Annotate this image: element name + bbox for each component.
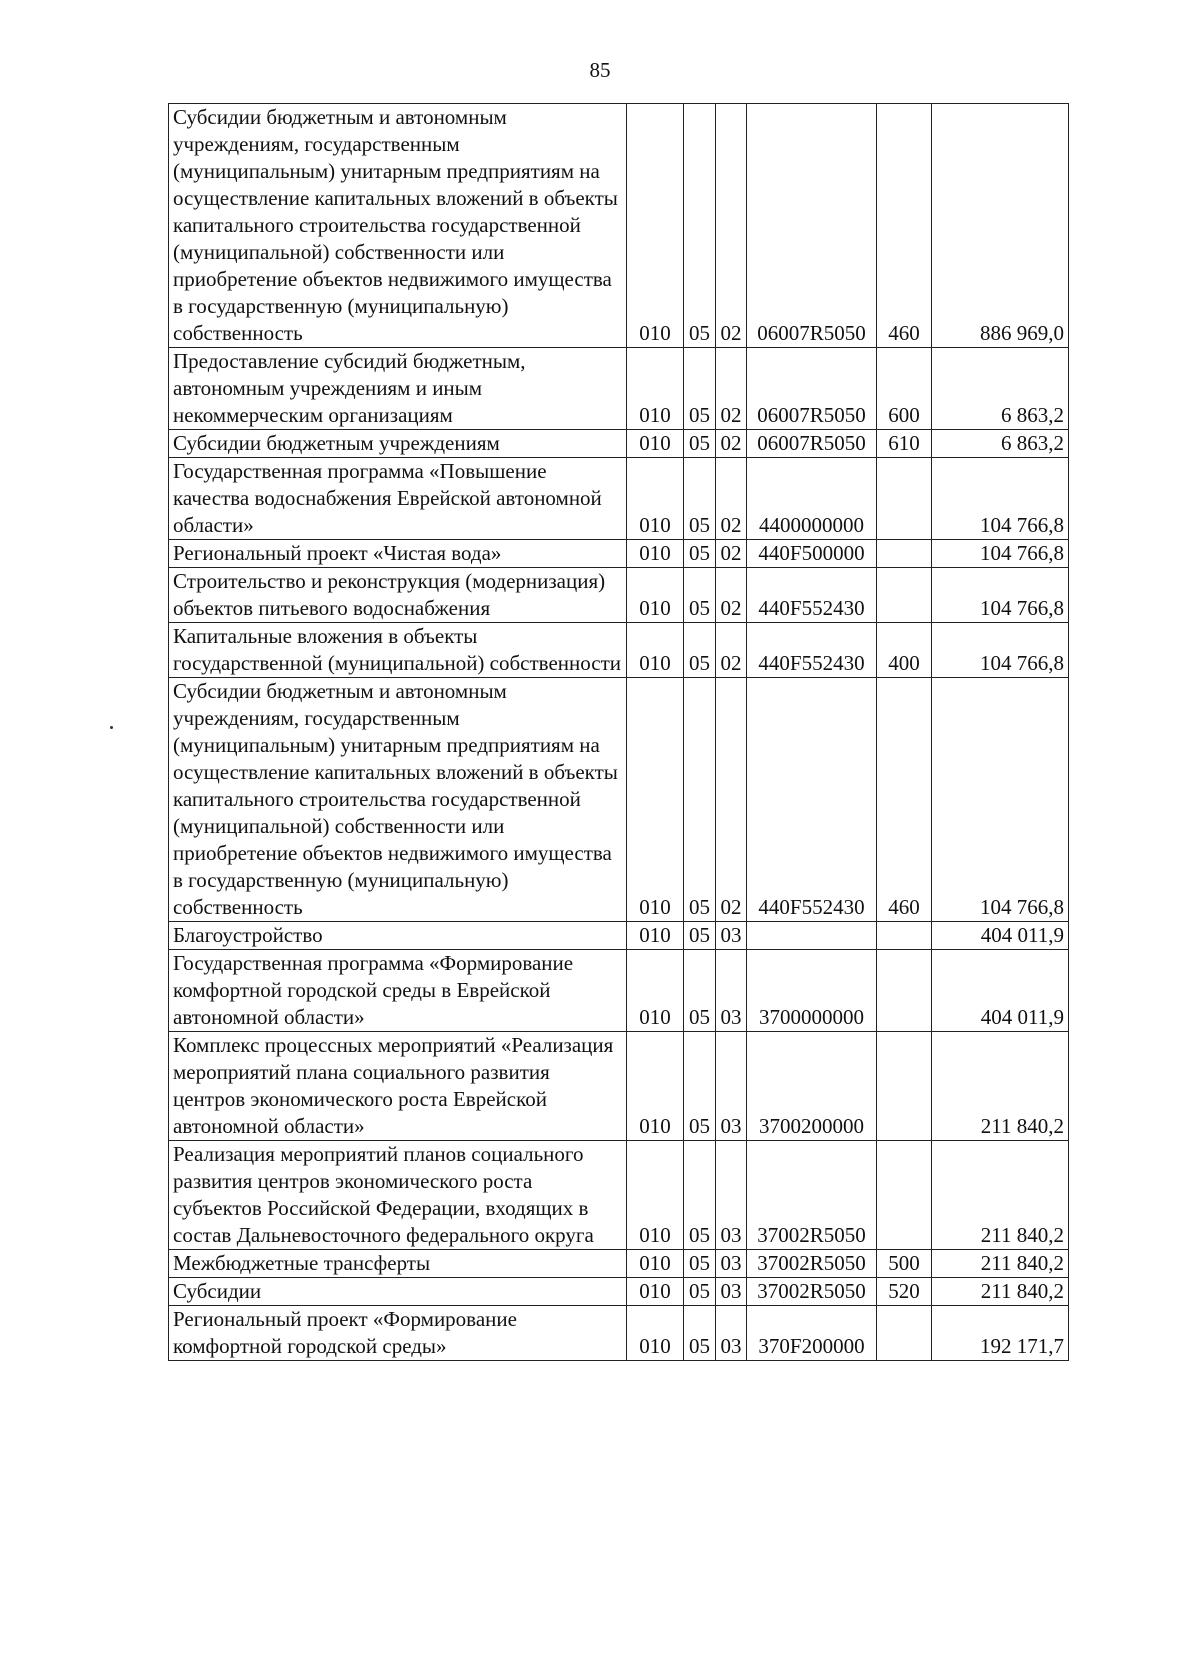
row-amount: 104 766,8 (932, 623, 1069, 678)
table-row (169, 678, 1069, 922)
row-amount: 6 863,2 (932, 348, 1069, 430)
row-subsection-code: 02 (716, 540, 747, 568)
row-ministry-code: 010 (627, 458, 684, 540)
row-subsection-code: 03 (716, 1032, 747, 1141)
table-row (169, 348, 1069, 430)
row-target-code: 370F200000 (747, 1306, 877, 1361)
table-row (169, 1278, 1069, 1306)
row-subsection-code: 03 (716, 1141, 747, 1250)
row-section-code: 05 (684, 1250, 716, 1278)
row-amount: 404 011,9 (932, 922, 1069, 950)
row-amount: 104 766,8 (932, 540, 1069, 568)
row-amount: 211 840,2 (932, 1278, 1069, 1306)
row-amount: 104 766,8 (932, 568, 1069, 623)
row-name: Государственная программа «Повышение качества водоснабжения Еврейской автономной области» (169, 458, 627, 540)
row-name: Благоустройство (169, 922, 627, 950)
row-target-code: 440F552430 (747, 678, 877, 922)
row-target-code: 440F552430 (747, 568, 877, 623)
row-target-code: 37002R5050 (747, 1250, 877, 1278)
row-name: Государственная программа «Формирование комфортной городской среды в Еврейской автономной области» (169, 950, 627, 1032)
row-section-code: 05 (684, 1141, 716, 1250)
page-number: 85 (589, 58, 611, 82)
row-subsection-code: 03 (716, 1306, 747, 1361)
row-section-code: 05 (684, 1278, 716, 1306)
row-target-code: 37002R5050 (747, 1141, 877, 1250)
row-subsection-code: 02 (716, 678, 747, 922)
row-subsection-code: 03 (716, 950, 747, 1032)
row-subsection-code: 02 (716, 623, 747, 678)
budget-table (168, 103, 1069, 1361)
table-row (169, 1306, 1069, 1361)
row-ministry-code: 010 (627, 678, 684, 922)
budget-table-body (169, 104, 1069, 1361)
row-ministry-code: 010 (627, 1306, 684, 1361)
row-ministry-code: 010 (627, 104, 684, 348)
row-name: Субсидии (169, 1278, 627, 1306)
table-row (169, 950, 1069, 1032)
row-section-code: 05 (684, 922, 716, 950)
row-expense-type: 610 (877, 430, 932, 458)
row-subsection-code: 03 (716, 1250, 747, 1278)
row-target-code: 06007R5050 (747, 430, 877, 458)
row-section-code: 05 (684, 104, 716, 348)
row-target-code (747, 922, 877, 950)
row-amount: 104 766,8 (932, 458, 1069, 540)
row-expense-type (877, 922, 932, 950)
row-target-code: 06007R5050 (747, 104, 877, 348)
row-amount: 104 766,8 (932, 678, 1069, 922)
row-target-code: 3700200000 (747, 1032, 877, 1141)
row-name: Региональный проект «Чистая вода» (169, 540, 627, 568)
row-name: Реализация мероприятий планов социального развития центров экономического роста субъектов Российской Федерации, входящих в состав Дальневосточного федерального округа (169, 1141, 627, 1250)
row-target-code: 4400000000 (747, 458, 877, 540)
row-expense-type: 460 (877, 678, 932, 922)
row-target-code: 440F552430 (747, 623, 877, 678)
row-ministry-code: 010 (627, 922, 684, 950)
row-expense-type: 400 (877, 623, 932, 678)
row-ministry-code: 010 (627, 430, 684, 458)
row-ministry-code: 010 (627, 348, 684, 430)
row-target-code: 06007R5050 (747, 348, 877, 430)
row-subsection-code: 02 (716, 430, 747, 458)
table-row (169, 540, 1069, 568)
row-expense-type (877, 950, 932, 1032)
row-section-code: 05 (684, 678, 716, 922)
row-expense-type (877, 458, 932, 540)
row-expense-type (877, 568, 932, 623)
row-expense-type: 520 (877, 1278, 932, 1306)
row-expense-type (877, 1306, 932, 1361)
row-amount: 404 011,9 (932, 950, 1069, 1032)
row-amount: 211 840,2 (932, 1032, 1069, 1141)
row-ministry-code: 010 (627, 540, 684, 568)
row-amount: 6 863,2 (932, 430, 1069, 458)
row-section-code: 05 (684, 458, 716, 540)
row-section-code: 05 (684, 623, 716, 678)
row-expense-type: 500 (877, 1250, 932, 1278)
row-name: Субсидии бюджетным и автономным учреждениям, государственным (муниципальным) унитарным предприятиям на осуществление капитальных вложений в объекты капитального строительства государственной (муниципальной) собственности или приобретение объектов недвижимого имущества в государственную (муниципальную) собственность (169, 678, 627, 922)
row-name: Предоставление субсидий бюджетным, автономным учреждениям и иным некоммерческим организациям (169, 348, 627, 430)
row-ministry-code: 010 (627, 623, 684, 678)
row-name: Строительство и реконструкция (модернизация) объектов питьевого водоснабжения (169, 568, 627, 623)
row-name: Капитальные вложения в объекты государственной (муниципальной) собственности (169, 623, 627, 678)
row-target-code: 440F500000 (747, 540, 877, 568)
table-row (169, 430, 1069, 458)
row-name: Комплекс процессных мероприятий «Реализация мероприятий плана социального развития центров экономического роста Еврейской автономной области» (169, 1032, 627, 1141)
row-ministry-code: 010 (627, 1278, 684, 1306)
row-amount: 886 969,0 (932, 104, 1069, 348)
table-row (169, 623, 1069, 678)
row-ministry-code: 010 (627, 950, 684, 1032)
row-expense-type (877, 1032, 932, 1141)
row-section-code: 05 (684, 540, 716, 568)
row-section-code: 05 (684, 568, 716, 623)
row-expense-type: 600 (877, 348, 932, 430)
row-target-code: 3700000000 (747, 950, 877, 1032)
row-section-code: 05 (684, 348, 716, 430)
scan-speck (110, 726, 113, 729)
row-section-code: 05 (684, 950, 716, 1032)
table-row (169, 1250, 1069, 1278)
row-name: Субсидии бюджетным учреждениям (169, 430, 627, 458)
row-expense-type (877, 540, 932, 568)
row-section-code: 05 (684, 430, 716, 458)
row-name: Субсидии бюджетным и автономным учреждениям, государственным (муниципальным) унитарным предприятиям на осуществление капитальных вложений в объекты капитального строительства государственной (муниципальной) собственности или приобретение объектов недвижимого имущества в государственную (муниципальную) собственность (169, 104, 627, 348)
row-ministry-code: 010 (627, 1032, 684, 1141)
row-amount: 211 840,2 (932, 1250, 1069, 1278)
table-row (169, 104, 1069, 348)
row-subsection-code: 03 (716, 1278, 747, 1306)
table-row (169, 1032, 1069, 1141)
row-expense-type (877, 1141, 932, 1250)
row-section-code: 05 (684, 1306, 716, 1361)
row-expense-type: 460 (877, 104, 932, 348)
table-row (169, 458, 1069, 540)
row-name: Межбюджетные трансферты (169, 1250, 627, 1278)
row-section-code: 05 (684, 1032, 716, 1141)
row-ministry-code: 010 (627, 1250, 684, 1278)
row-target-code: 37002R5050 (747, 1278, 877, 1306)
row-ministry-code: 010 (627, 568, 684, 623)
table-row (169, 922, 1069, 950)
row-subsection-code: 02 (716, 568, 747, 623)
row-ministry-code: 010 (627, 1141, 684, 1250)
row-subsection-code: 02 (716, 458, 747, 540)
table-row (169, 568, 1069, 623)
row-subsection-code: 02 (716, 104, 747, 348)
row-amount: 211 840,2 (932, 1141, 1069, 1250)
row-subsection-code: 03 (716, 922, 747, 950)
row-subsection-code: 02 (716, 348, 747, 430)
row-name: Региональный проект «Формирование комфортной городской среды» (169, 1306, 627, 1361)
row-amount: 192 171,7 (932, 1306, 1069, 1361)
table-row (169, 1141, 1069, 1250)
